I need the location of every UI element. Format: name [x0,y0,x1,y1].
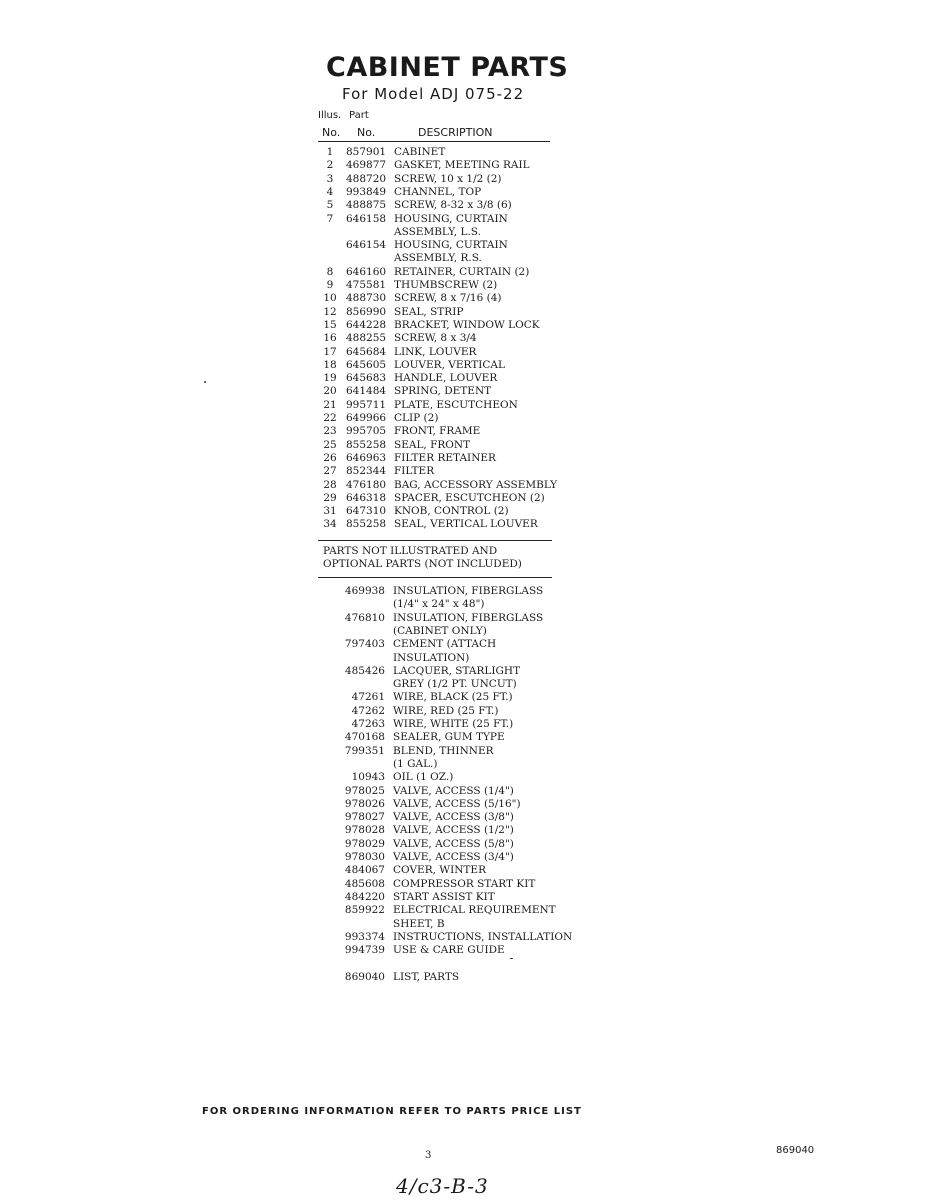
description-header: DESCRIPTION [418,126,493,139]
part-description: INSULATION, FIBERGLASS [393,585,544,597]
part-number: 855258 [346,438,387,451]
part-description: SEAL, VERTICAL LOUVER [394,518,538,531]
part-description: FILTER [394,465,435,478]
part-number: 646160 [346,265,387,278]
illus-number: 18 [323,358,337,371]
part-description: CEMENT (ATTACH [393,638,497,651]
scan-speck [510,958,513,959]
illus-number: 29 [323,491,337,504]
page-title: CABINET PARTS [326,52,569,83]
part-description: SCREW, 8 x 7/16 (4) [394,292,502,305]
illus-number: 31 [323,505,337,518]
part-description: INSULATION, FIBERGLASS [393,611,544,624]
illus-number: 27 [323,465,337,478]
part-number: 488730 [346,292,387,305]
part-number: 869040 [344,970,385,983]
scan-speck [204,381,206,383]
part-number: 646158 [346,212,387,225]
part-description: WIRE, WHITE (25 FT.) [393,718,514,730]
part-number: 855258 [346,518,387,531]
part-number: 978028 [344,824,385,837]
illus-number: 19 [323,372,337,385]
part-description: COVER, WINTER [393,864,486,877]
part-description: WIRE, RED (25 FT.) [393,704,499,717]
part-number: 852344 [346,465,387,478]
part-description: VALVE, ACCESS (3/4") [393,851,514,863]
part-description: RETAINER, CURTAIN (2) [394,265,530,278]
page-number: 3 [425,1150,432,1161]
illus-number: 10 [323,292,337,305]
part-description: HOUSING, CURTAIN [394,212,508,225]
part-description: CABINET [394,146,446,158]
part-description: USE & CARE GUIDE [393,944,505,957]
ordering-note: FOR ORDERING INFORMATION REFER TO PARTS PRICE LIST [202,1106,582,1117]
part-description: (1 GAL.) [393,757,438,770]
part-number: 978025 [344,784,385,797]
note-line-2: OPTIONAL PARTS (NOT INCLUDED) [323,558,522,571]
part-description: LIST, PARTS [393,970,460,983]
optional-parts-note [323,545,522,572]
part-description: PLATE, ESCUTCHEON [394,398,518,411]
part-number: 645605 [346,358,387,371]
part-number: 993374 [344,930,385,943]
illus-number: 2 [326,159,334,172]
illus-number: 5 [326,199,334,212]
part-description: SEAL, FRONT [394,438,471,451]
part-description: SPRING, DETENT [394,385,492,398]
part-number: 995705 [346,425,387,438]
illus-number: 8 [326,265,334,278]
part-description: LOUVER, VERTICAL [394,358,505,371]
part-number: 799351 [344,744,385,757]
part-number: 476180 [346,478,387,491]
part-description: FRONT, FRAME [394,425,481,438]
part-number: 475581 [346,279,387,291]
part-number: 978027 [344,811,385,824]
illus-number: 1 [326,146,334,158]
part-number: 47261 [351,691,385,704]
illus-number: 34 [323,518,337,531]
illus-number: 26 [323,451,337,464]
illus-number: 15 [323,318,337,331]
illus-number: 20 [323,385,337,398]
part-description: VALVE, ACCESS (5/8") [393,837,514,850]
section-rule-bottom [318,577,552,578]
part-description: BAG, ACCESSORY ASSEMBLY [394,478,558,491]
part-number: 47262 [351,704,385,717]
part-column-label: Part [349,110,369,121]
document-number: 869040 [776,1145,815,1156]
illus-number: 23 [323,425,337,438]
part-description: SEALER, GUM TYPE [393,731,505,744]
part-number: 859922 [344,904,385,917]
part-number: 47263 [351,718,385,730]
part-number: 645683 [346,372,387,385]
illus-number: 28 [323,478,337,491]
illus-number: 3 [326,172,334,185]
part-number: 641484 [346,385,387,398]
part-number: 856990 [346,305,387,318]
part-description: CLIP (2) [394,412,439,424]
part-description: SCREW, 10 x 1/2 (2) [394,172,502,185]
part-number: 470168 [344,731,385,744]
part-number: 646154 [346,239,387,252]
part-description: (CABINET ONLY) [393,624,487,637]
part-description: SEAL, STRIP [394,305,464,318]
part-number: 649966 [346,412,387,424]
part-number: 647310 [346,505,387,518]
part-number: 10943 [351,771,385,784]
part-number: 476810 [344,611,385,624]
part-description: HOUSING, CURTAIN [394,239,508,252]
part-description: SPACER, ESCUTCHEON (2) [394,491,545,504]
part-number: 469938 [344,585,385,597]
part-description: BLEND, THINNER [393,744,494,757]
part-number: 488720 [346,172,387,185]
note-line-1: PARTS NOT ILLUSTRATED AND [323,545,498,557]
part-description: GREY (1/2 PT. UNCUT) [393,678,517,691]
part-number: 994739 [344,944,385,957]
illus-number: 21 [323,398,337,411]
part-description: LINK, LOUVER [394,345,477,358]
part-description: HANDLE, LOUVER [394,372,498,385]
part-description: ASSEMBLY, R.S. [394,252,482,265]
illus-number: 4 [326,185,334,198]
illus-number: 22 [323,412,337,424]
header-rule [318,141,550,142]
part-number: 993849 [346,185,387,198]
part-description: INSTRUCTIONS, INSTALLATION [393,930,573,943]
part-description: CHANNEL, TOP [394,185,482,198]
illus-number: 17 [323,345,337,358]
illus-number: 16 [323,332,337,345]
part-description: BRACKET, WINDOW LOCK [394,318,540,331]
model-subtitle: For Model ADJ 075-22 [342,85,525,103]
part-description: THUMBSCREW (2) [394,279,498,291]
illus-number: 7 [326,212,334,225]
illus-number: 12 [323,305,337,318]
illus-column-label: Illus. [318,110,342,121]
part-number: 485426 [344,664,385,677]
part-description: KNOB, CONTROL (2) [394,505,509,518]
handwritten-note: 4/c3-B-3 [396,1174,489,1198]
part-description: VALVE, ACCESS (1/4") [393,784,514,797]
part-description: SHEET, B [393,917,445,930]
part-number: 469877 [346,159,387,172]
part-number: 646963 [346,451,387,464]
part-description: COMPRESSOR START KIT [393,877,536,890]
part-number: 488875 [346,199,387,212]
part-description: (1/4" x 24" x 48") [393,598,485,611]
part-number: 644228 [346,318,387,331]
part-description: LACQUER, STARLIGHT [393,664,521,677]
section-rule-top [318,540,552,541]
part-number: 978030 [344,851,385,863]
part-no-header: No. [357,126,376,139]
part-description: WIRE, BLACK (25 FT.) [393,691,513,704]
part-description: VALVE, ACCESS (5/16") [393,797,521,810]
illus-number: 9 [326,279,334,291]
part-number: 484220 [344,890,385,903]
part-number: 646318 [346,491,387,504]
part-description: ASSEMBLY, L.S. [394,225,481,238]
part-description: VALVE, ACCESS (3/8") [393,811,514,824]
part-number: 995711 [346,398,387,411]
part-description: ELECTRICAL REQUIREMENT [393,904,556,917]
part-number: 484067 [344,864,385,877]
part-description: FILTER RETAINER [394,451,496,464]
part-description: OIL (1 OZ.) [393,771,454,784]
part-number: 797403 [344,638,385,651]
illus-no-header: No. [322,126,341,139]
part-number: 857901 [346,146,387,158]
part-number: 488255 [346,332,387,345]
part-description: SCREW, 8 x 3/4 [394,332,477,345]
illus-number: 25 [323,438,337,451]
part-description: SCREW, 8-32 x 3/8 (6) [394,199,512,212]
part-description: INSULATION) [393,651,470,664]
part-number: 645684 [346,345,387,358]
part-number: 485608 [344,877,385,890]
part-description: GASKET, MEETING RAIL [394,159,530,172]
part-number: 978026 [344,797,385,810]
part-description: VALVE, ACCESS (1/2") [393,824,514,837]
part-number: 978029 [344,837,385,850]
part-description: START ASSIST KIT [393,890,495,903]
